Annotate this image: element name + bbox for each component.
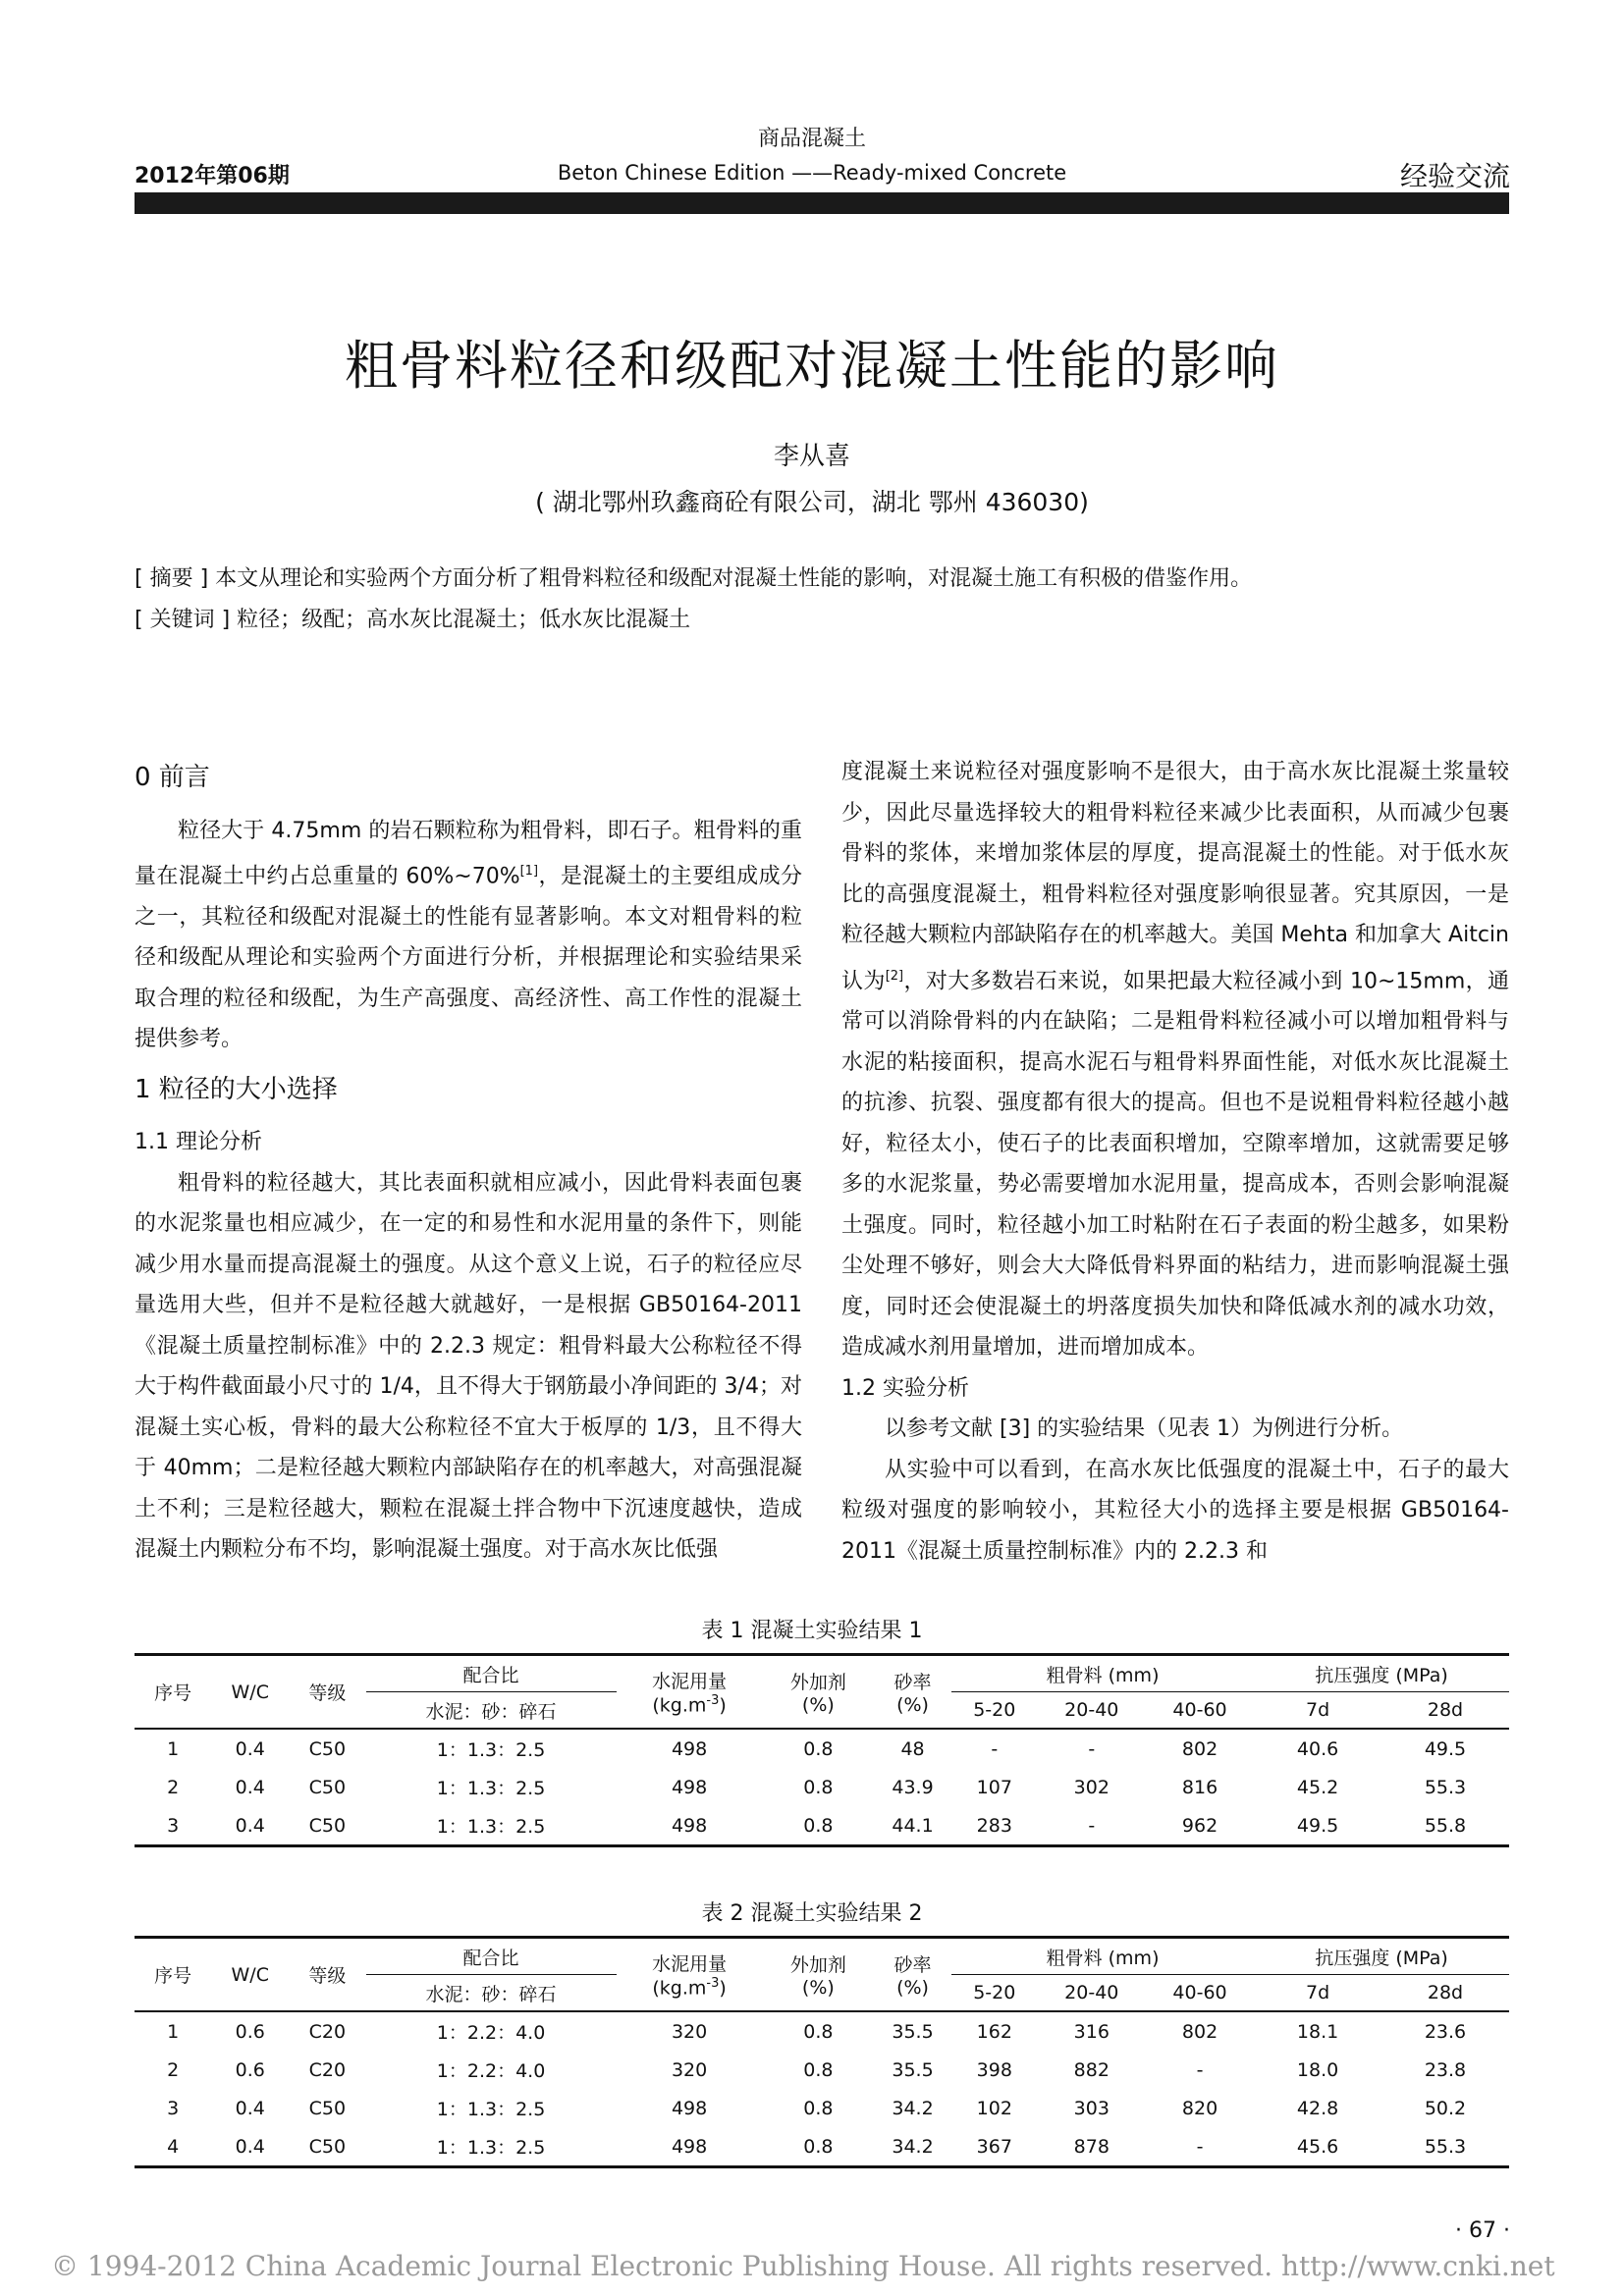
- table-cell: 0.6: [235, 2058, 265, 2081]
- cement-unit-exp: -3: [706, 1693, 720, 1709]
- table2-body: [135, 2011, 1509, 2167]
- column-label: 经验交流: [1399, 160, 1510, 192]
- table1-caption: 表 1 混凝土实验结果 1: [701, 1619, 923, 1643]
- table-cell: 1：1.3：2.5: [436, 2099, 546, 2120]
- header-no: 序号: [135, 1655, 211, 1730]
- table-cell: 0.4: [211, 1729, 289, 1768]
- header-cement: [617, 1655, 763, 1730]
- table-row: [135, 2051, 1509, 2089]
- table-cell: 1：1.3：2.5: [366, 1806, 617, 1846]
- table-row: [135, 1768, 1509, 1806]
- subsection-heading-1-1: 1.1 理论分析: [135, 1130, 262, 1155]
- section-heading-1: 1 粒径的大小选择: [135, 1074, 338, 1104]
- table-cell: 0.4: [235, 1776, 265, 1798]
- table-cell: 0.8: [763, 2011, 875, 2051]
- admix-label: 外加剂: [789, 1672, 846, 1693]
- table-row: [135, 2089, 1509, 2127]
- table-cell: 2: [167, 2058, 180, 2081]
- table-cell: 48: [874, 1729, 951, 1768]
- table-cell: -: [951, 1729, 1038, 1768]
- table-cell: 1: [135, 2011, 211, 2051]
- header-coarse-size: 20-40: [1038, 1692, 1146, 1730]
- table-cell: 18.1: [1254, 2011, 1381, 2051]
- sand-label: 砂率: [893, 1954, 932, 1976]
- table-cell: 820: [1181, 2097, 1218, 2119]
- header-sand: [874, 1938, 951, 2012]
- table-cell: 498: [617, 2127, 763, 2167]
- table-cell: 816: [1181, 1776, 1218, 1798]
- table-row: [135, 2127, 1509, 2167]
- table-cell: 498: [671, 1776, 708, 1798]
- table-cell: 0.4: [211, 2127, 289, 2167]
- paragraph-continued: [841, 752, 1509, 1368]
- table-cell: C50: [308, 1776, 347, 1798]
- table-cell: C50: [308, 2097, 347, 2119]
- header-wc: W/C: [211, 1938, 289, 2012]
- header-cement: [617, 1938, 763, 2012]
- header-coarse: 粗骨料 (mm): [951, 1655, 1254, 1692]
- table-cell: 34.2: [892, 2097, 934, 2119]
- sand-unit: (%): [896, 1694, 929, 1716]
- table-cell: 1：2.2：4.0: [366, 2011, 617, 2051]
- admix-unit: (%): [801, 1694, 835, 1716]
- table-cell: 49.5: [1254, 1806, 1381, 1846]
- citation-ref[interactable]: [1]: [519, 864, 539, 879]
- table-cell: 367: [951, 2127, 1038, 2167]
- table-cell: 320: [671, 2058, 708, 2081]
- table-cell: 0.6: [211, 2011, 289, 2051]
- header-mix: 配合比: [366, 1938, 617, 1975]
- table-cell: C50: [289, 1806, 365, 1846]
- header-strength-day: 7d: [1254, 1692, 1381, 1730]
- subsection-heading-1-2: 1.2 实验分析: [841, 1375, 969, 1401]
- table-cell: 102: [976, 2097, 1012, 2119]
- header-strength-day: 28d: [1381, 1692, 1509, 1730]
- right-column: [841, 752, 1509, 1572]
- header-strength: 抗压强度 (MPa): [1254, 1938, 1509, 1975]
- table-cell: 0.4: [211, 1806, 289, 1846]
- header-strength-day: 28d: [1381, 1975, 1509, 2012]
- table-cell: 1: [135, 1729, 211, 1768]
- paragraph-text: ，对大多数岩石来说，如果把最大粒径减小到 10~15mm，通常可以消除骨料的内在缺陷；二是粗骨料粒径减小可以增加粗骨料与水泥的粘接面积，提高水泥石与粗骨料界面性能，对低水灰比混凝土的抗渗、抗裂、强度都有很大的提高。但也不是说粗骨料粒径越小越好，粒径太小，使石子的比表面积增加，空隙率增加，这就需要足够多的水泥浆量，势必需要增加水泥用量，提高成本，否则会影响混凝土强度。同时，粒径越小加工时粘附在石子表面的粉尘越多，如果粉尘处理不够好，则会大大降低骨料界面的粘结力，进而影响混凝土强度，同时还会使混凝土的坍落度损失加快和降低减水剂的减水功效，造成减水剂用量增加，进而增加成本。: [841, 968, 1509, 1361]
- table-cell: 45.2: [1296, 1776, 1339, 1798]
- table2-caption: 表 2 混凝土实验结果 2: [701, 1901, 923, 1926]
- header-admix: [763, 1938, 875, 2012]
- table-cell: 3: [135, 1806, 211, 1846]
- table-cell: 2: [167, 1776, 180, 1798]
- table-cell: 0.8: [803, 2097, 834, 2119]
- table-cell: 44.1: [874, 1806, 951, 1846]
- table-cell: 878: [1038, 2127, 1146, 2167]
- table-cell: 303: [1073, 2097, 1110, 2119]
- table1: [135, 1653, 1509, 1847]
- table-cell: 498: [671, 2097, 708, 2119]
- cement-unit: (kg.m: [652, 1694, 707, 1717]
- table-cell: 802: [1146, 1729, 1254, 1768]
- sand-unit: (%): [896, 1977, 929, 1999]
- header-sand: [874, 1655, 951, 1730]
- header-bar: [135, 192, 1509, 214]
- table-cell: 320: [617, 2011, 763, 2051]
- table-cell: 1：1.3：2.5: [366, 2127, 617, 2167]
- table-cell: -: [1038, 1729, 1146, 1768]
- table-cell: 42.8: [1296, 2097, 1339, 2119]
- table-cell: 802: [1146, 2011, 1254, 2051]
- header-coarse-size: 40-60: [1146, 1975, 1254, 2012]
- table-cell: C50: [289, 2127, 365, 2167]
- admix-label: 外加剂: [789, 1954, 846, 1976]
- table-cell: -: [1196, 2058, 1204, 2081]
- table-cell: 0.4: [235, 2097, 265, 2119]
- affiliation: ( 湖北鄂州玖鑫商砼有限公司，湖北 鄂州 436030): [535, 488, 1089, 516]
- table-cell: 45.6: [1254, 2127, 1381, 2167]
- citation-ref[interactable]: [2]: [885, 968, 904, 984]
- admix-unit: (%): [801, 1977, 835, 1999]
- paragraph-experiment: 以参考文献 [3] 的实验结果（见表 1）为例进行分析。: [885, 1416, 1404, 1442]
- paragraph-text: 粒径大于 4.75mm 的岩石颗粒称为粗骨料，即石子。粗骨料的重量在混凝土中约占总重量的 60%~70%: [135, 818, 802, 889]
- table-row: [135, 1729, 1509, 1768]
- cement-unit-close: ): [719, 1977, 727, 2000]
- table-cell: -: [1146, 2127, 1254, 2167]
- table-cell: 0.8: [803, 2058, 834, 2081]
- table-cell: 162: [951, 2011, 1038, 2051]
- table-cell: 882: [1073, 2058, 1110, 2081]
- header-admix: [763, 1655, 875, 1730]
- table-cell: 49.5: [1381, 1729, 1509, 1768]
- header-no: 序号: [135, 1938, 211, 2012]
- table-cell: 23.6: [1381, 2011, 1509, 2051]
- cement-label: 水泥用量: [652, 1671, 728, 1693]
- table2: [135, 1936, 1509, 2168]
- keywords: [ 关键词 ] 粒径；级配；高水灰比混凝土；低水灰比混凝土: [135, 608, 691, 632]
- table-cell: 35.5: [874, 2011, 951, 2051]
- table-cell: 0.8: [763, 1806, 875, 1846]
- table-cell: 3: [167, 2097, 180, 2119]
- header-coarse: 粗骨料 (mm): [951, 1938, 1254, 1975]
- table-cell: 398: [976, 2058, 1012, 2081]
- table-cell: 0.8: [763, 2127, 875, 2167]
- table-cell: 498: [617, 1729, 763, 1768]
- table-cell: 962: [1146, 1806, 1254, 1846]
- table-cell: 4: [135, 2127, 211, 2167]
- header-mix-sub: 水泥：砂：碎石: [366, 1975, 617, 2012]
- journal-name: 商品混凝土: [757, 127, 866, 151]
- author: 李从喜: [773, 442, 850, 471]
- cement-unit-exp: -3: [706, 1976, 720, 1992]
- table-cell: C20: [289, 2011, 365, 2051]
- table-cell: 0.8: [763, 1729, 875, 1768]
- paragraph-text: ，是混凝土的主要组成成分之一，其粒径和级配对混凝土的性能有显著影响。本文对粗骨料的粒径和级配从理论和实验两个方面进行分析，并根据理论和实验结果采取合理的粒径和级配，为生产高强度、高经济性、高工作性的混凝土提供参考。: [135, 864, 802, 1052]
- copyright-notice: © 1994-2012 China Academic Journal Electronic Publishing House. All rights reserved. http://www.cnki.net: [51, 2250, 1555, 2282]
- table-cell: 302: [1073, 1776, 1110, 1798]
- table-cell: 40.6: [1254, 1729, 1381, 1768]
- issue-label: 2012年第06期: [135, 164, 290, 188]
- table-cell: 43.9: [892, 1776, 934, 1798]
- header-grade: 等级: [289, 1655, 365, 1730]
- table-cell: 107: [976, 1776, 1012, 1798]
- table-cell: -: [1038, 1806, 1146, 1846]
- sand-label: 砂率: [893, 1672, 932, 1693]
- table-cell: 18.0: [1296, 2058, 1339, 2081]
- table-cell: 23.8: [1424, 2058, 1467, 2081]
- section-heading-0: 0 前言: [135, 763, 210, 792]
- table-cell: 0.8: [803, 1776, 834, 1798]
- table-cell: C50: [289, 1729, 365, 1768]
- header-coarse-size: 5-20: [951, 1692, 1038, 1730]
- header-wc: W/C: [211, 1655, 289, 1730]
- table-cell: 55.3: [1381, 2127, 1509, 2167]
- header-grade: 等级: [289, 1938, 365, 2012]
- table-cell: 34.2: [874, 2127, 951, 2167]
- header-coarse-size: 20-40: [1038, 1975, 1146, 2012]
- table-cell: 55.8: [1381, 1806, 1509, 1846]
- left-column: [135, 748, 802, 1571]
- table-row: [135, 2011, 1509, 2051]
- header-mix: 配合比: [366, 1655, 617, 1692]
- table-cell: 1：1.3：2.5: [436, 1778, 546, 1799]
- table-cell: C20: [308, 2058, 347, 2081]
- table-cell: 50.2: [1424, 2097, 1467, 2119]
- header-coarse-size: 5-20: [951, 1975, 1038, 2012]
- cement-label: 水泥用量: [652, 1953, 728, 1976]
- journal-subtitle: Beton Chinese Edition ——Ready-mixed Concrete: [557, 161, 1067, 185]
- table-cell: 283: [951, 1806, 1038, 1846]
- paragraph-result: 从实验中可以看到，在高水灰比低强度的混凝土中，石子的最大粒级对强度的影响较小，其粒径大小的选择主要是根据 GB50164-2011《混凝土质量控制标准》内的 2.2.3 和: [841, 1457, 1509, 1564]
- header-mix-sub: 水泥：砂：碎石: [366, 1692, 617, 1730]
- table-cell: 316: [1038, 2011, 1146, 2051]
- table1-body: [135, 1729, 1509, 1846]
- paragraph-intro: [135, 811, 802, 1060]
- header-coarse-size: 40-60: [1146, 1692, 1254, 1730]
- table-cell: 1：1.3：2.5: [366, 1729, 617, 1768]
- header-strength-day: 7d: [1254, 1975, 1381, 2012]
- table-cell: 498: [617, 1806, 763, 1846]
- header-strength: 抗压强度 (MPa): [1254, 1655, 1509, 1692]
- table-cell: 55.3: [1424, 1776, 1467, 1798]
- paragraph-theory: 粗骨料的粒径越大，其比表面积就相应减小，因此骨料表面包裹的水泥浆量也相应减少，在一定的和易性和水泥用量的条件下，则能减少用水量而提高混凝土的强度。从这个意义上说，石子的粒径应尽量选用大些，但并不是粒径越大就越好，一是根据 GB50164-2011《混凝土质量控制标准》中的 2.2.3 规定：粗骨料最大公称粒径不得大于构件截面最小尺寸的 1/4，且不得大于钢筋最小净间距的 3/4；对混凝土实心板，骨料的最大公称粒径不宜大于板厚的 1/3，且不得大于 40mm；二是粒径越大颗粒内部缺陷存在的机率越大，对高强混凝土不利；三是粒径越大，颗粒在混凝土拌合物中下沉速度越快，造成混凝土内颗粒分布不均，影响混凝土强度。对于高水灰比低强: [135, 1170, 802, 1563]
- table-cell: 35.5: [892, 2058, 934, 2081]
- paragraph-text: 度混凝土来说粒径对强度影响不是很大，由于高水灰比混凝土浆量较少，因此尽量选择较大的粗骨料粒径来减少比表面积，从而减少包裹骨料的浆体，来增加浆体层的厚度，提高混凝土的性能。对于低水灰比的高强度混凝土，粗骨料粒径对强度影响很显著。究其原因，一是粒径越大颗粒内部缺陷存在的机率越大。美国 Mehta 和加拿大 Aitcin 认为: [841, 760, 1509, 993]
- page-number: · 67 ·: [1455, 2218, 1510, 2243]
- article-title: 粗骨料粒径和级配对混凝土性能的影响: [345, 335, 1279, 397]
- cement-unit-close: ): [719, 1694, 727, 1717]
- abstract: [ 摘要 ] 本文从理论和实验两个方面分析了粗骨料粒径和级配对混凝土性能的影响，对混凝土施工有积极的借鉴作用。: [135, 566, 1253, 591]
- table-cell: 1：2.2：4.0: [436, 2060, 546, 2082]
- cement-unit: (kg.m: [652, 1977, 707, 2000]
- table-row: [135, 1806, 1509, 1846]
